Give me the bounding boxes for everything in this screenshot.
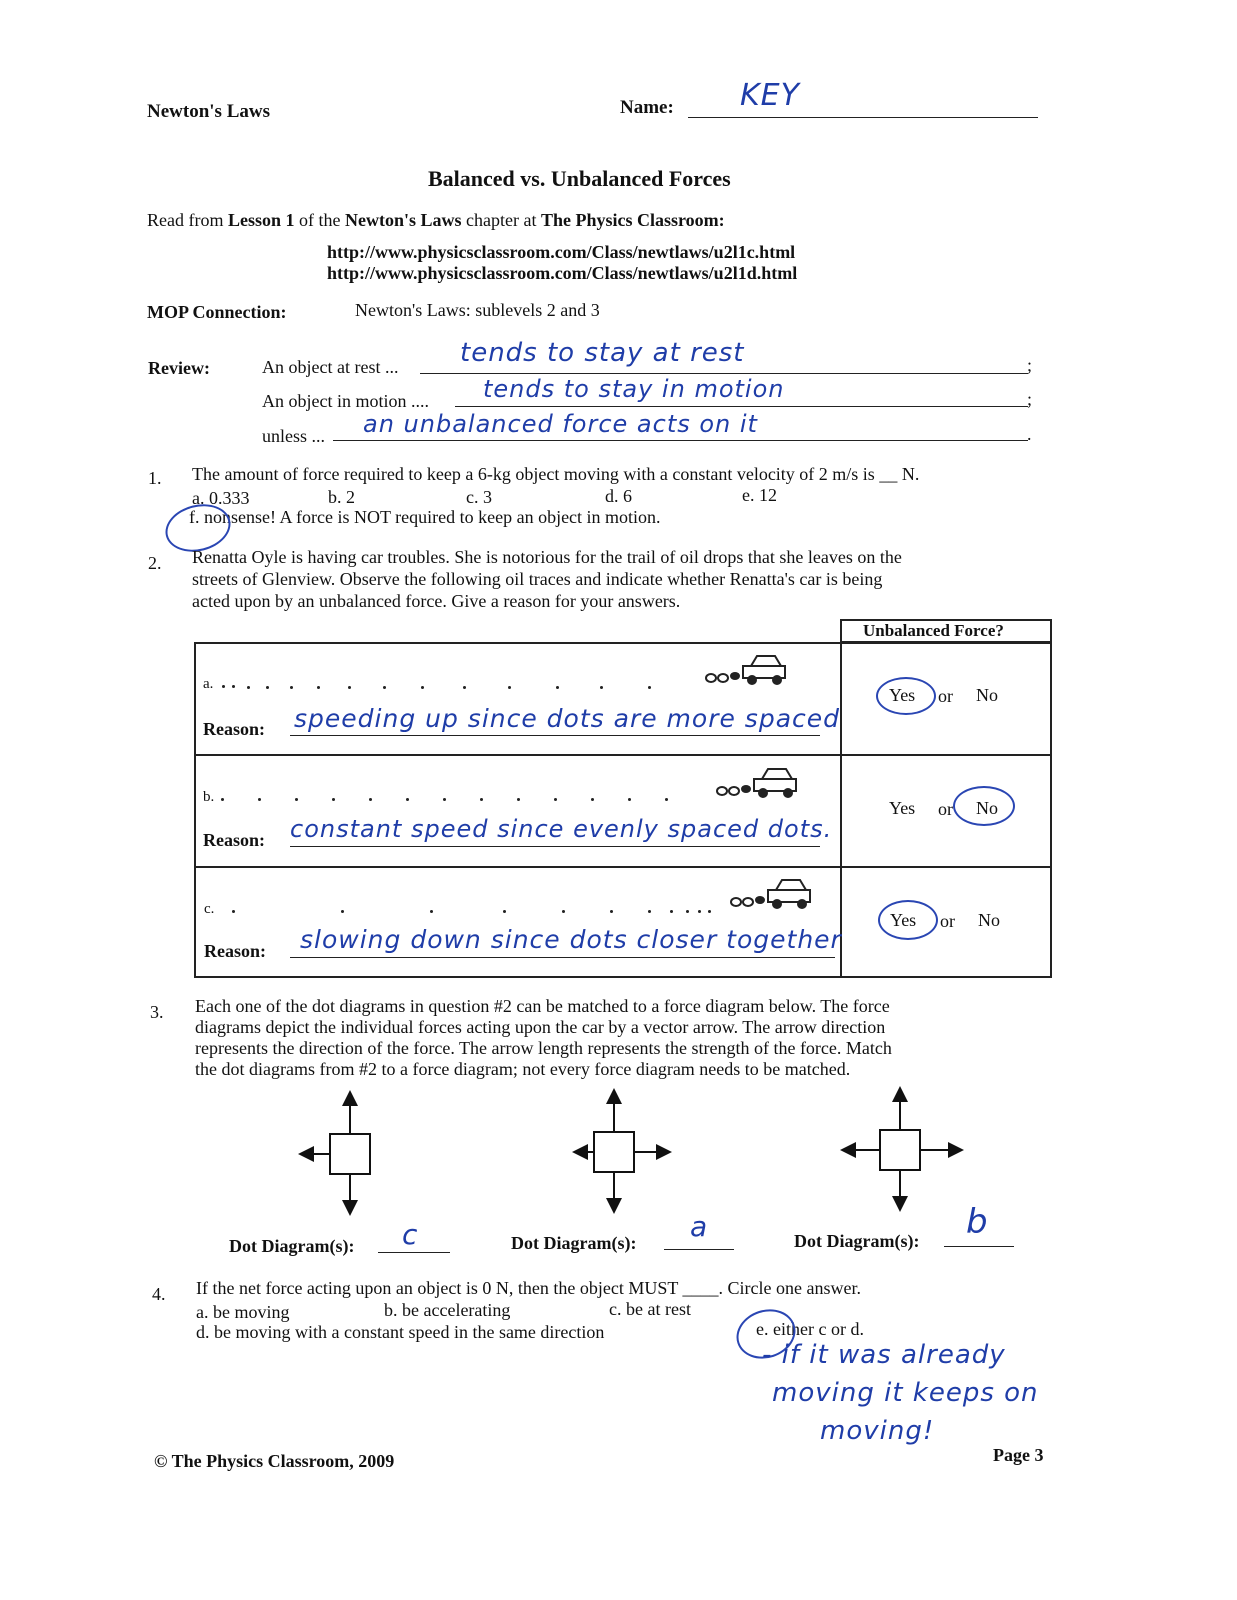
q4-option-d: d. be moving with a constant speed in the same direction [196,1322,605,1342]
row-c-letter: c. [204,901,215,917]
page-number: Page 3 [993,1445,1044,1465]
q1-option-a: a. 0.333 [192,488,250,508]
q3-line-2: diagrams depict the individual forces acting upon the car by a vector arrow. The arrow direction [195,1017,886,1037]
table-divider-row-1 [194,754,1052,756]
row-c-yes-circle [878,900,938,940]
q4-note-line-3: moving! [820,1416,935,1446]
q3-line-4: the dot diagrams from #2 to a force diagram; not every force diagram needs to be matched. [195,1059,851,1079]
review-line-2 [455,406,1028,407]
q4-note-line-2: moving it keeps on [772,1378,1039,1408]
name-line [688,117,1038,118]
review-end-1: ; [1027,355,1033,375]
review-answer-3: an unbalanced force acts on it [363,410,758,438]
row-a-reason: speeding up since dots are more spaced [294,704,841,733]
row-a-or: or [938,686,953,706]
row-b-reason-label: Reason: [203,830,265,850]
row-c-car-icon [730,876,816,910]
row-a-yes-circle [876,677,936,715]
row-c-or: or [940,911,955,931]
review-label: Review: [148,358,210,378]
read-chapter: Newton's Laws [344,210,462,230]
q4-option-e: e. either c or d. [756,1319,864,1339]
q4-option-c: c. be at rest [609,1299,691,1319]
q4-text: If the net force acting upon an object is 0 N, then the object MUST ____. Circle one answer. [196,1278,861,1298]
dot-diagram-label-2: Dot Diagram(s): [511,1233,637,1253]
read-instructions [147,210,725,231]
row-c-reason: slowing down since dots closer together [300,925,842,954]
dot-diagram-line-1 [378,1252,450,1253]
dot-diagram-label-3: Dot Diagram(s): [794,1231,920,1251]
review-end-2: ; [1027,389,1033,409]
q4-option-a: a. be moving [196,1302,290,1322]
mop-text: Newton's Laws: sublevels 2 and 3 [355,300,600,320]
course-title: Newton's Laws [147,101,270,122]
review-prompt-3: unless ... [262,426,325,446]
q4-number: 4. [152,1284,166,1304]
mop-label: MOP Connection: [147,302,287,322]
q4-note-line-1: - if it was already [762,1340,1006,1370]
dot-diagram-line-3 [944,1246,1014,1247]
q3-line-3: represents the direction of the force. The arrow length represents the strength of the force. Match [195,1038,892,1058]
row-b-yes: Yes [889,798,916,818]
q2-line-3: acted upon by an unbalanced force. Give a reason for your answers. [192,591,681,611]
row-a-reason-label: Reason: [203,719,265,739]
name-value: KEY [740,78,800,113]
q1-option-b: b. 2 [328,487,355,507]
q1-option-c: c. 3 [466,487,492,507]
url-1[interactable]: http://www.physicsclassroom.com/Class/newtlaws/u2l1c.html [327,242,796,262]
read-site: The Physics Classroom: [540,210,725,230]
table-header: Unbalanced Force? [863,621,1004,640]
name-label: Name: [620,97,674,118]
row-a-no: No [976,685,998,705]
review-prompt-2: An object in motion .... [262,391,429,411]
q2-line-1: Renatta Oyle is having car troubles. She is notorious for the trail of oil drops that she leaves on the [192,547,902,567]
row-b-reason: constant speed since evenly spaced dots. [290,815,833,843]
row-b-letter: b. [203,789,215,805]
q1-text: The amount of force required to keep a 6-kg object moving with a constant velocity of 2 m/s is __ N. [192,464,920,484]
q2-number: 2. [148,553,162,573]
q1-option-d: d. 6 [605,486,632,506]
dot-diagram-answer-3: b [966,1202,989,1242]
read-mid2: chapter at [466,210,537,230]
dot-diagram-label-1: Dot Diagram(s): [229,1236,355,1256]
row-b-no: No [976,798,998,818]
row-b-or: or [938,799,953,819]
review-answer-2: tends to stay in motion [483,375,785,403]
row-b-no-circle [953,786,1015,826]
row-a-yes: Yes [889,685,916,705]
force-diagram-3 [838,1084,968,1212]
row-c-reason-line [290,957,835,958]
force-diagram-1 [296,1088,408,1216]
dot-diagram-answer-1: c [402,1218,419,1251]
review-prompt-1: An object at rest ... [262,357,399,377]
read-lesson: Lesson 1 [227,210,295,230]
q3-line-1: Each one of the dot diagrams in question #2 can be matched to a force diagram below. The force [195,996,890,1016]
row-c-reason-label: Reason: [204,941,266,961]
q1-option-f: f. nonsense! A force is NOT required to keep an object in motion. [189,507,661,527]
url-2[interactable]: http://www.physicsclassroom.com/Class/newtlaws/u2l1d.html [327,263,798,283]
review-line-3 [333,440,1028,441]
q3-number: 3. [150,1002,164,1022]
copyright: © The Physics Classroom, 2009 [154,1451,395,1471]
read-prefix: Read from [147,210,224,230]
row-c-no: No [978,910,1000,930]
review-end-3: . [1027,424,1032,444]
q1-number: 1. [148,468,162,488]
dot-diagram-line-2 [664,1249,734,1250]
page-title: Balanced vs. Unbalanced Forces [428,166,731,191]
row-a-letter: a. [203,676,214,692]
row-a-reason-line [290,735,820,736]
read-mid1: of the [299,210,341,230]
q2-line-2: streets of Glenview. Observe the following oil traces and indicate whether Renatta's car is being [192,569,883,589]
q1-option-e: e. 12 [742,485,777,505]
review-line-1 [420,373,1028,374]
row-a-car-icon [705,652,791,686]
row-b-car-icon [716,765,802,799]
force-diagram-2 [568,1086,680,1214]
row-b-reason-line [290,846,820,847]
row-c-yes: Yes [890,910,917,930]
review-answer-1: tends to stay at rest [460,338,745,368]
dot-diagram-answer-2: a [690,1210,709,1243]
q4-option-b: b. be accelerating [384,1300,511,1320]
table-divider-row-2 [194,866,1052,868]
